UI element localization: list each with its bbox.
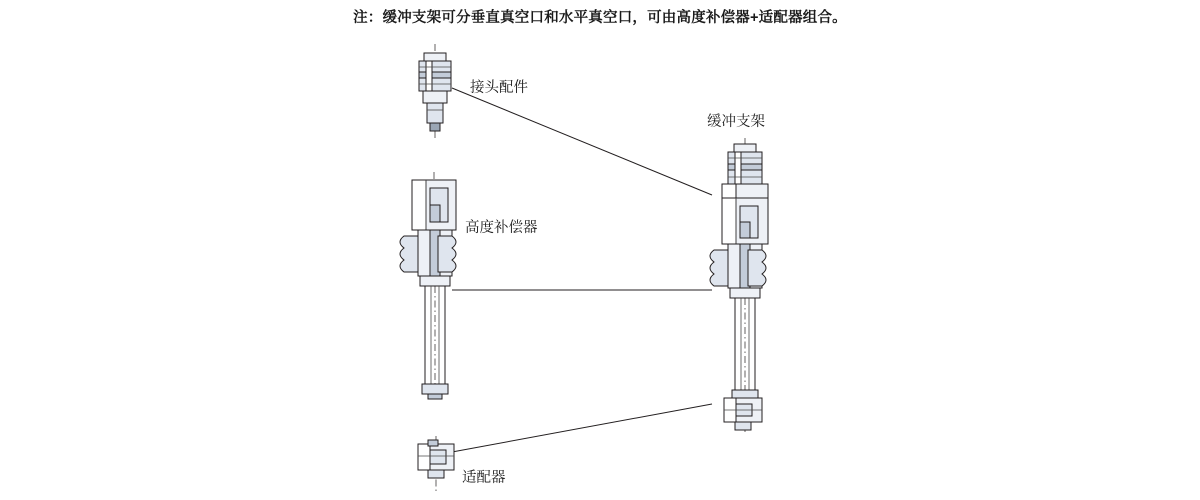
buffer-bracket-assembly	[710, 138, 768, 432]
height-compensator-part	[400, 172, 456, 399]
label-adapter: 适配器	[462, 470, 506, 486]
label-buffer-bracket: 缓冲支架	[707, 114, 765, 130]
adapter-part	[418, 436, 454, 492]
label-height-compensator: 高度补偿器	[465, 220, 538, 236]
joint-fitting-part	[419, 44, 451, 140]
label-joint-fitting: 接头配件	[470, 80, 528, 96]
note-text: 注：缓冲支架可分垂直真空口和水平真空口，可由高度补偿器+适配器组合。	[353, 10, 847, 26]
leader-lines	[452, 88, 712, 452]
